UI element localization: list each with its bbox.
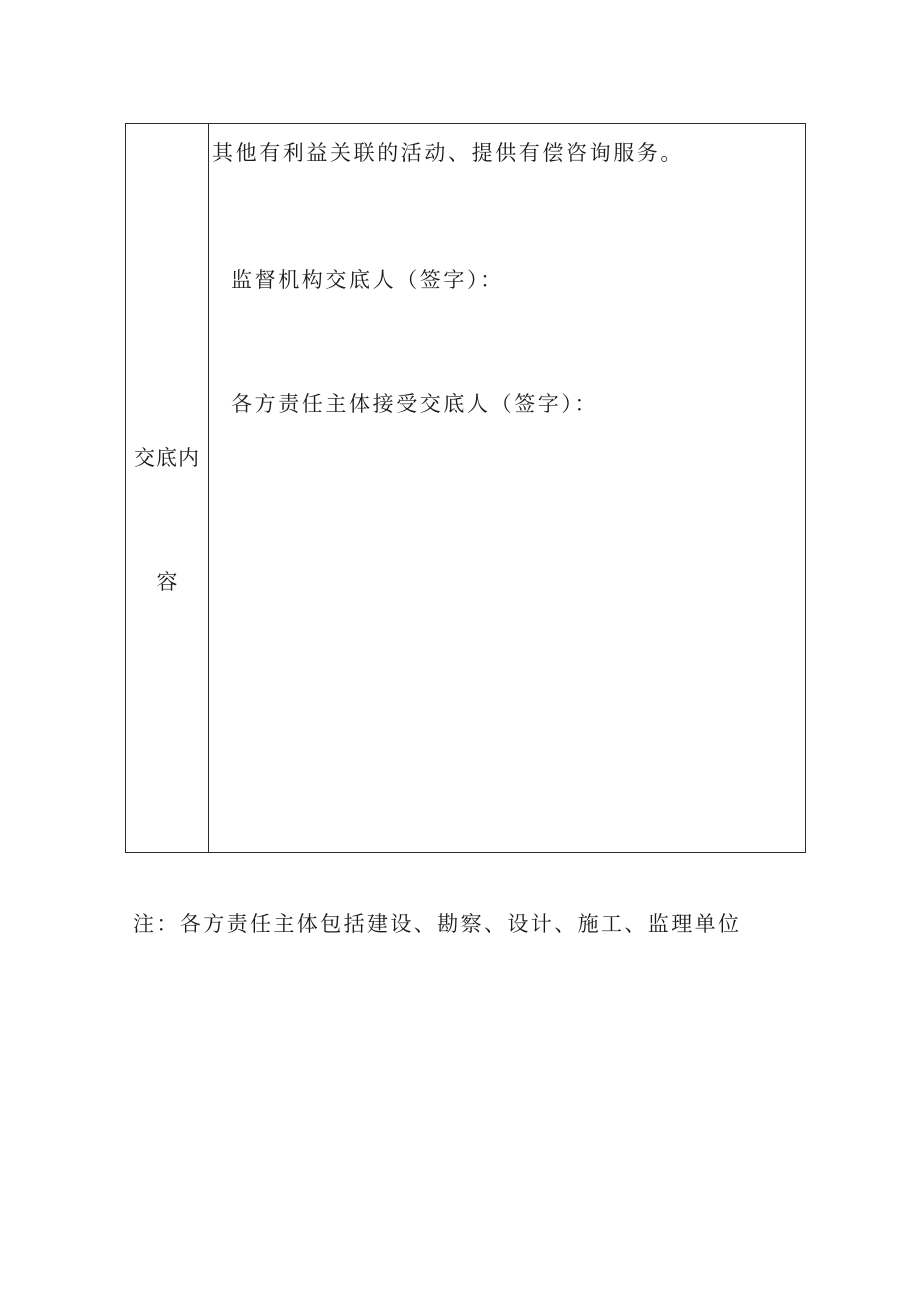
parties-signature-label: 各方责任主体接受交底人（签字）： (231, 392, 599, 416)
footnote: 注：各方责任主体包括建设、勘察、设计、施工、监理单位 (133, 912, 742, 936)
label-column (126, 124, 209, 852)
briefing-content-label: 交底内 (134, 446, 200, 470)
briefing-content-label-continued: 容 (156, 570, 178, 594)
supervisor-signature-label: 监督机构交底人（签字）： (231, 268, 504, 292)
briefing-form-table (125, 123, 806, 853)
content-column (209, 124, 805, 852)
content-text-line: 其他有利益关联的活动、提供有偿咨询服务。 (212, 141, 684, 165)
